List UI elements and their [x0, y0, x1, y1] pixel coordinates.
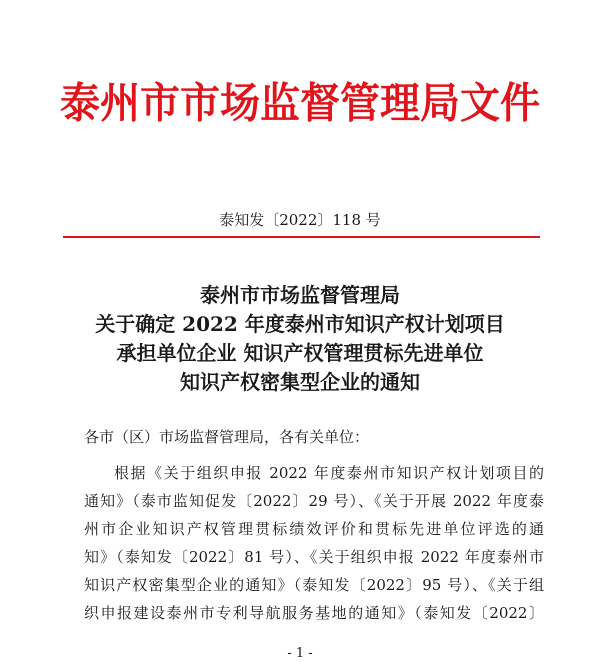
body-line: 州市企业知识产权管理贯标绩效评价和贯标先进单位评选的通: [84, 520, 544, 538]
heading-line: 泰州市市场监督管理局: [200, 283, 400, 307]
body-paragraph: [84, 459, 544, 627]
heading-line: 关于确定 2022 年度泰州市知识产权计划项目: [95, 312, 505, 336]
salutation-line: 各市（区）市场监督管理局，各有关单位：: [84, 428, 370, 446]
body-line: 根据《关于组织申报 2022 年度泰州市知识产权计划项目的: [114, 464, 544, 482]
body-line: 知识产权密集型企业的通知》（泰知发〔2022〕95 号）、《关于组: [84, 576, 544, 594]
red-divider-line: [63, 236, 540, 238]
heading-line: 承担单位企业 知识产权管理贯标先进单位: [116, 341, 484, 365]
body-line: 通知》（泰市监知促发〔2022〕29 号）、《关于开展 2022 年度泰: [84, 492, 544, 510]
heading-line: 知识产权密集型企业的通知: [180, 370, 420, 394]
body-line: 知》（泰知发〔2022〕81 号）、《关于组织申报 2022 年度泰州市: [84, 548, 544, 566]
document-heading: [0, 281, 600, 397]
document-number: 泰知发〔2022〕118 号: [219, 211, 381, 229]
document-header-title: 泰州市市场监督管理局文件: [60, 79, 540, 129]
page-number: - 1 -: [287, 646, 313, 661]
body-line: 织申报建设泰州市专利导航服务基地的通知》（泰知发〔2022〕: [84, 604, 544, 622]
